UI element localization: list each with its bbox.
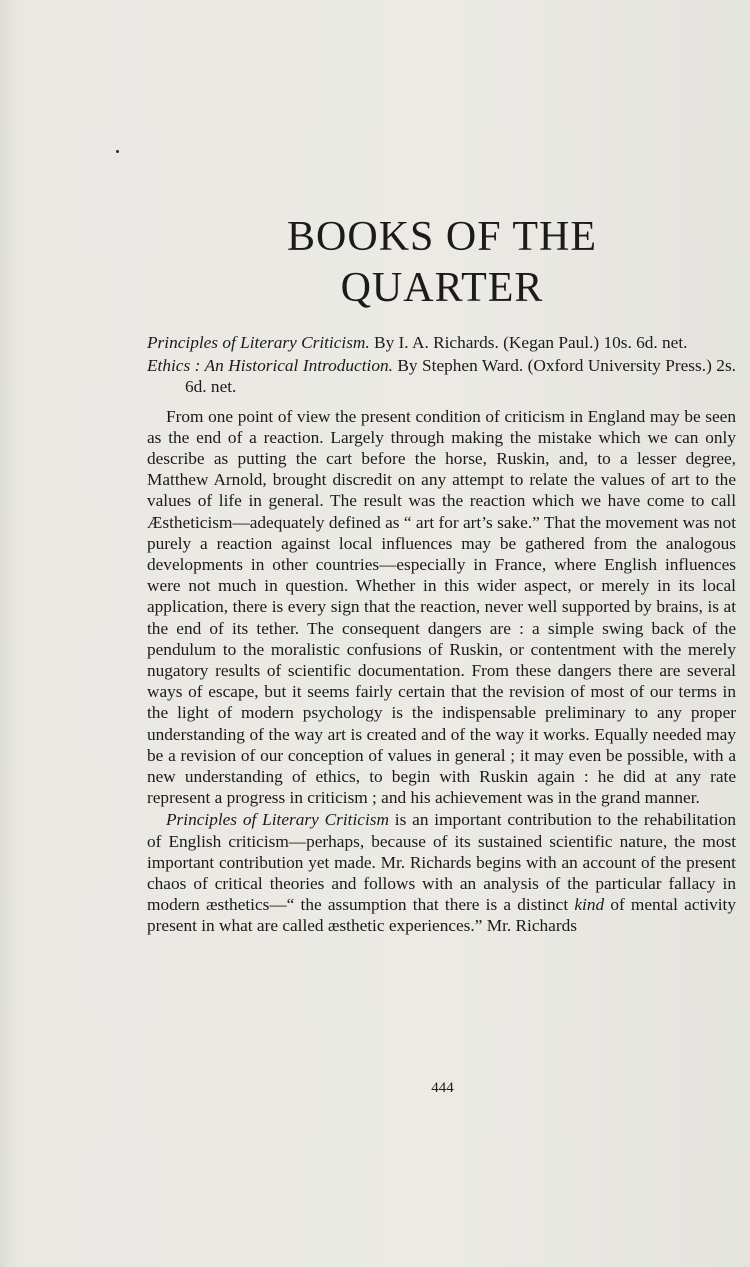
page-number: 444 [431,1080,454,1096]
italic-word: kind [574,895,605,915]
paragraph: From one point of view the present condition of criticism in England may be seen as the end of a reaction. Largely through making the mistake which we can only describe as putting the cart before the horse, Ruskin, and, to a lesser degree, Matthew Arnold, brought discredit on any attempt to relate the values of art to the values of life in general. The result was the reaction which we have come to call Æstheticism—adequately defined as “ art for art’s sake.” That the movement was not purely a reaction against local influences may be gathered from the analogous developments in other countries—especially in France, where English influences were not much in question. Whether in this wider aspect, or merely in its local application, there is every sign that the reaction, never well supported by brains, is at the end of its tether. The consequent dangers are : a simple swing back of the pendulum to the moralistic confusions of Ruskin, or contentment with the merely nugatory results of scientific documentation. From these dangers there are several ways of escape, but it seems fairly certain that the revision of most of our terms in the light of modern psychology is the indispensable preliminary to any proper understanding of the way art is created and of the way it works. Equally needed may be a revision of our conception of values in general ; it may even be possible, with a new understanding of ethics, to begin with Ruskin again : he did at any rate represent a progress in criticism ; and his achievement was in the grand manner. [147,406,736,808]
title-line-1: BOOKS OF THE [287,214,597,260]
paragraph [147,809,736,936]
paragraph-text: of mental activity present in what are called æsthetic experiences.” Mr. Richards [147,895,736,936]
book-entries [147,332,736,398]
book-title: Ethics : An Historical Introduction. [147,356,393,376]
book-entry [147,355,736,397]
page-title [148,212,736,314]
ink-speck [116,150,119,153]
italic-title: Principles of Literary Criticism [166,810,389,830]
title-line-2: QUARTER [340,265,544,311]
article-body [147,332,736,937]
book-details: By Stephen Ward. (Oxford University Press.) 2s. 6d. net. [185,356,736,397]
book-title: Principles of Literary Criticism. [147,333,370,352]
book-entry [147,332,736,353]
book-details: By I. A. Richards. (Kegan Paul.) 10s. 6d. net. [369,333,688,352]
paragraph-text: is an important contribution to the rehabilitation of English criticism—perhaps, because of its sustained scientific nature, the most important contribution yet made. Mr. Richards begins with an account of the present chaos of critical theories and follows with an analysis of the particular fallacy in modern æsthetics—“ the assumption that there is a distinct [147,810,737,915]
